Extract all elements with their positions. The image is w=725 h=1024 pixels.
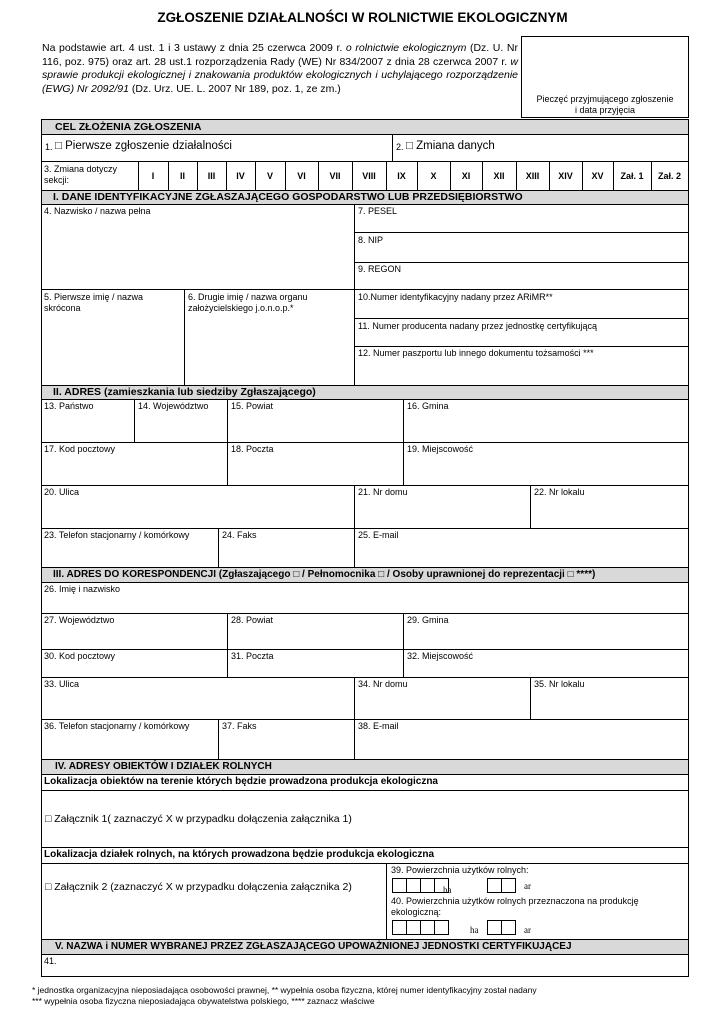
cel-header: CEL ZŁOŻENIA ZGŁOSZENIA	[55, 121, 202, 133]
section-cell-xv[interactable]: XV	[591, 171, 604, 181]
first-registration-option[interactable]: □ Pierwsze zgłoszenie działalności	[55, 140, 232, 152]
field-13-country[interactable]: 13. Państwo	[44, 401, 94, 411]
field-26-name[interactable]: 26. Imię i nazwisko	[44, 584, 121, 594]
legal-basis-text: Na podstawie art. 4 ust. 1 i 3 ustawy z dnia 25 czerwca 2009 r. o rolnictwie ekologicznym (Dz. U. Nr 116, poz. 975) oraz art. 28 ust.1 rozporządzenia Rady (WE) Nr 834/2007 z dnia 28 czerwca 2007 r. w sprawie produkcji ekologicznej i znakowania produktów ekologicznych i uchylającego rozporządzenie (EWG) Nr 2092/91 (Dz. Urz. UE. L. 2007 Nr 189, poz. 1, ze zm.)	[42, 42, 518, 95]
field-6-second-name[interactable]: 6. Drugie imię / nazwa organu założycielskiego j.o.n.o.p.*	[188, 292, 308, 313]
area39-ar-unit: ar	[524, 881, 531, 891]
form-grid	[41, 119, 689, 977]
area40-ha-digit-1[interactable]	[392, 920, 407, 935]
section-cell-v[interactable]: V	[266, 171, 273, 181]
area40-ha-digit-4[interactable]	[434, 920, 449, 935]
field-31-post-office[interactable]: 31. Poczta	[231, 651, 274, 661]
section-5-header: V. NAZWA i NUMER WYBRANEJ PRZEZ ZGŁASZAJĄCEGO UPOWAŻNIONEJ JEDNOSTKI CERTYFIKUJĄCEJ	[55, 941, 572, 952]
section-cell-xii[interactable]: XII	[493, 171, 505, 181]
field-35-apartment-number[interactable]: 35. Nr lokalu	[534, 679, 585, 689]
area40-ar-digit-2[interactable]	[501, 920, 516, 935]
field-41-certification-body[interactable]: 41.	[44, 956, 57, 966]
area40-ar-digit-1[interactable]	[487, 920, 502, 935]
field-19-locality[interactable]: 19. Miejscowość	[407, 444, 474, 454]
area39-ha-unit: ha	[443, 885, 452, 895]
field-30-postal-code[interactable]: 30. Kod pocztowy	[44, 651, 116, 661]
field-27-voivodeship[interactable]: 27. Województwo	[44, 615, 115, 625]
opt1-number: 1.	[45, 142, 53, 152]
area40-ha-digit-2[interactable]	[406, 920, 421, 935]
attachment-1-checkbox[interactable]: □ Załącznik 1( zaznaczyć X w przypadku dołączenia załącznika 1)	[45, 813, 352, 825]
form-title: ZGŁOSZENIE DZIAŁALNOŚCI W ROLNICTWIE EKOLOGICZNYM	[157, 10, 568, 25]
section-4-header: IV. ADRESY OBIEKTÓW I DZIAŁEK ROLNYCH	[55, 761, 272, 772]
section-cell-zal1[interactable]: Zał. 1	[620, 171, 644, 181]
field-29-commune[interactable]: 29. Gmina	[407, 615, 449, 625]
section-cell-xiii[interactable]: XIII	[525, 171, 540, 181]
field-17-postal-code[interactable]: 17. Kod pocztowy	[44, 444, 116, 454]
stamp-caption: Pieczęć przyjmującego zgłoszenie i data przyjęcia	[536, 94, 674, 115]
field-12-passport-number[interactable]: 12. Numer paszportu lub innego dokumentu tożsamości ***	[358, 348, 594, 358]
field-15-county[interactable]: 15. Powiat	[231, 401, 274, 411]
field-11-producer-number[interactable]: 11. Numer producenta nadany przez jednostkę certyfikującą	[358, 321, 597, 331]
field-25-email[interactable]: 25. E-mail	[358, 530, 399, 540]
field-20-street[interactable]: 20. Ulica	[44, 487, 80, 497]
area39-ar-digit-1[interactable]	[487, 878, 502, 893]
section-cell-xi[interactable]: XI	[461, 171, 471, 181]
field-34-house-number[interactable]: 34. Nr domu	[358, 679, 408, 689]
field-36-phone[interactable]: 36. Telefon stacjonarny / komórkowy	[44, 721, 190, 731]
field-8-nip[interactable]: 8. NIP	[358, 235, 384, 245]
area39-ar-digit-2[interactable]	[501, 878, 516, 893]
field-32-locality[interactable]: 32. Miejscowość	[407, 651, 474, 661]
section-cell-iv[interactable]: IV	[236, 171, 245, 181]
field-5-first-name[interactable]: 5. Pierwsze imię / nazwa skrócona	[44, 292, 144, 313]
field-16-commune[interactable]: 16. Gmina	[407, 401, 449, 411]
plots-location-subheader: Lokalizacja działek rolnych, na których prowadzona będzie produkcja ekologiczna	[44, 849, 435, 860]
section-cell-i[interactable]: I	[151, 171, 155, 181]
field-10-arimr-number[interactable]: 10.Numer identyfikacyjny nadany przez ARiMR**	[358, 292, 553, 302]
area39-ha-digit-2[interactable]	[406, 878, 421, 893]
field-39-agricultural-area: 39. Powierzchnia użytków rolnych:	[391, 865, 529, 875]
section-cell-xiv[interactable]: XIV	[558, 171, 573, 181]
field-9-regon[interactable]: 9. REGON	[358, 264, 402, 274]
section-cell-iii[interactable]: III	[207, 171, 216, 181]
field-7-pesel[interactable]: 7. PESEL	[358, 206, 398, 216]
field-4-full-name[interactable]: 4. Nazwisko / nazwa pełna	[44, 206, 151, 216]
footnote-1: * jednostka organizacyjna nieposiadająca osobowości prawnej, ** wypełnia osoba fizyczna, której numer identyfikacyjny został nadany	[32, 985, 537, 995]
opt2-number: 2.	[396, 142, 404, 152]
field-38-email[interactable]: 38. E-mail	[358, 721, 399, 731]
attachment-2-checkbox[interactable]: □ Załącznik 2 (zaznaczyć X w przypadku dołączenia załącznika 2)	[45, 881, 352, 893]
section-cell-zal2[interactable]: Zał. 2	[657, 171, 681, 181]
area40-ar-unit: ar	[524, 925, 531, 935]
section-cell-x[interactable]: X	[430, 171, 437, 181]
field-40-organic-area: 40. Powierzchnia użytków rolnych przeznaczona na produkcję ekologiczną:	[391, 896, 639, 917]
field-23-phone[interactable]: 23. Telefon stacjonarny / komórkowy	[44, 530, 190, 540]
area40-ha-digit-3[interactable]	[420, 920, 435, 935]
footnote-2: *** wypełnia osoba fizyczna nieposiadająca obywatelstwa polskiego, **** zaznacz właściwe	[32, 996, 375, 1006]
field-18-post-office[interactable]: 18. Poczta	[231, 444, 274, 454]
field-22-apartment-number[interactable]: 22. Nr lokalu	[534, 487, 585, 497]
section-3-header: III. ADRES DO KORESPONDENCJI (Zgłaszającego □ / Pełnomocnika □ / Osoby uprawnionej do reprezentacji □ ****)	[53, 569, 596, 580]
field-33-street[interactable]: 33. Ulica	[44, 679, 80, 689]
stamp-box	[521, 36, 689, 118]
section-2-header: II. ADRES (zamieszkania lub siedziby Zgłaszającego)	[53, 386, 316, 398]
field-37-fax[interactable]: 37. Faks	[222, 721, 257, 731]
section-cell-vi[interactable]: VI	[297, 171, 306, 181]
area39-ha-digit-3[interactable]	[420, 878, 435, 893]
field-14-voivodeship[interactable]: 14. Województwo	[138, 401, 209, 411]
section-cell-vii[interactable]: VII	[329, 171, 341, 181]
field-24-fax[interactable]: 24. Faks	[222, 530, 257, 540]
section-cell-ii[interactable]: II	[179, 171, 185, 181]
section-change-label: 3. Zmiana dotyczy sekcji:	[44, 164, 118, 185]
field-28-county[interactable]: 28. Powiat	[231, 615, 274, 625]
data-change-option[interactable]: □ Zmiana danych	[406, 140, 495, 152]
field-21-house-number[interactable]: 21. Nr domu	[358, 487, 408, 497]
area39-ha-digit-1[interactable]	[392, 878, 407, 893]
area40-ha-unit: ha	[470, 925, 479, 935]
section-cell-ix[interactable]: IX	[397, 171, 406, 181]
objects-location-subheader: Lokalizacja obiektów na terenie których będzie prowadzona produkcja ekologiczna	[44, 776, 438, 787]
section-1-header: I. DANE IDENTYFIKACYJNE ZGŁASZAJĄCEGO GOSPODARSTWO LUB PRZEDSIĘBIORSTWO	[53, 191, 523, 203]
section-cell-viii[interactable]: VIII	[362, 171, 376, 181]
